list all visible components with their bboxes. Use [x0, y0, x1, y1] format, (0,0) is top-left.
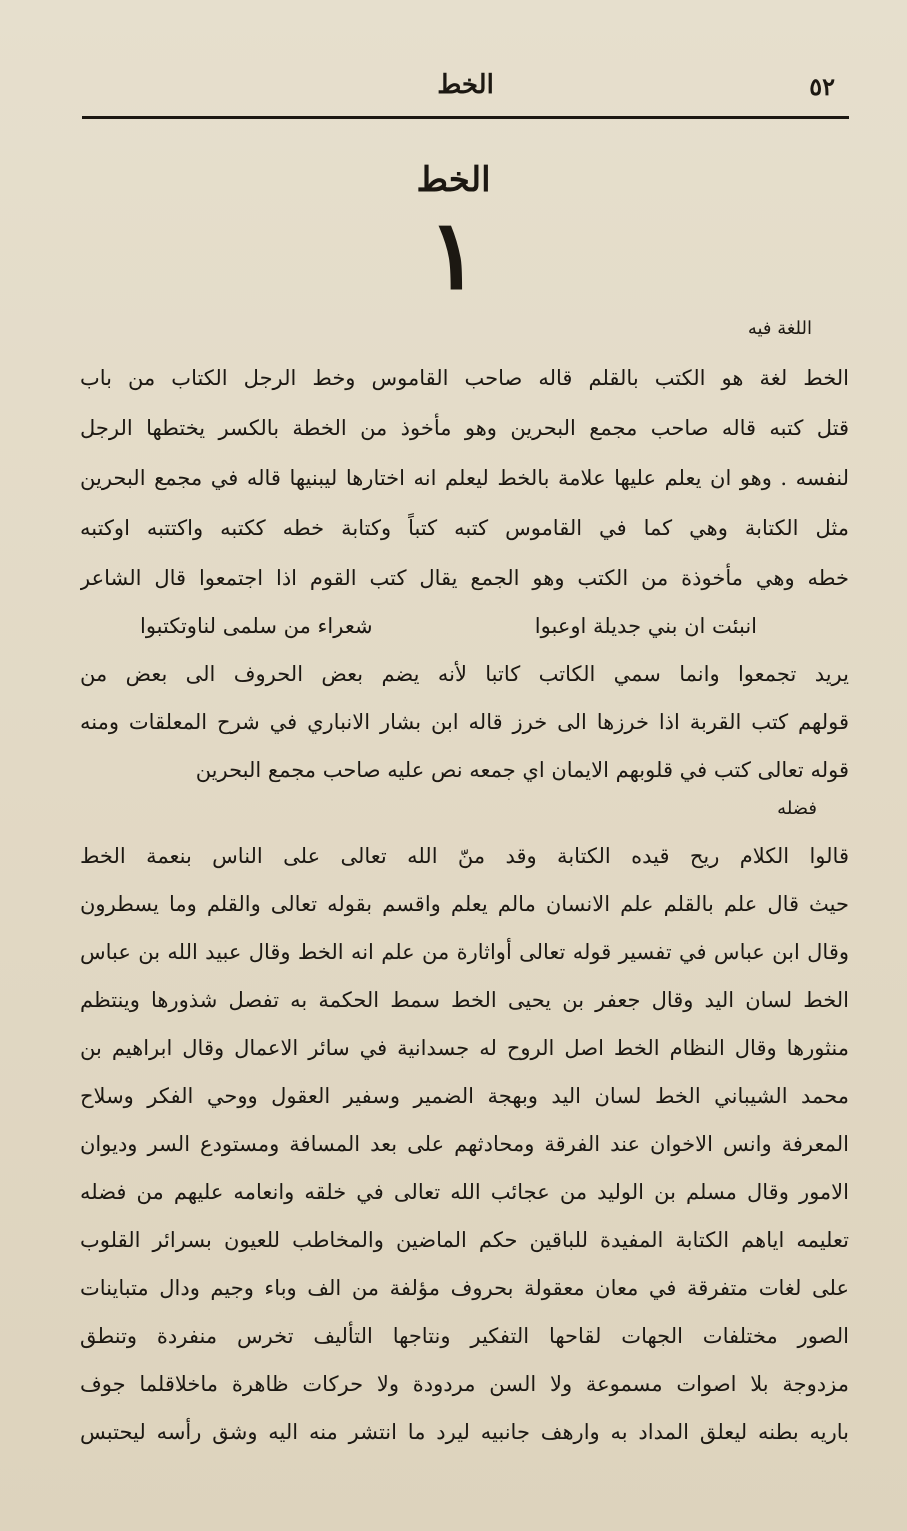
text-line: مثل الكتابة وهي كما في القاموس كتبه كتباً وكتابة خطه ككتبه واكتتبه اوكتبه [80, 516, 849, 540]
text-line: حيث قال علم بالقلم علم الانسان مالم يعلم واقسم بقوله تعالى والقلم وما يسطرون [80, 892, 849, 916]
text-line: يريد تجمعوا وانما سمي الكاتب كاتبا لأنه يضم بعض الحروف الى بعض من [80, 662, 849, 686]
header-rule [82, 116, 849, 119]
text-line: الصور مختلفات الجهات لقاحها التفكير ونتاجها التأليف تخرس منفردة وتنطق [80, 1324, 849, 1348]
page-number: ٥٢ [809, 72, 835, 101]
text-line: باريه بطنه ليعلق المداد به وارهف جانبيه ليرد ما انتشر منه اليه وشق رأسه ليحتبس [80, 1420, 849, 1444]
page-header [82, 64, 849, 114]
text-line: الخط لسان اليد وقال جعفر بن يحيى الخط سمط الحكمة به تفصل شذورها وينتظم [80, 988, 849, 1012]
text-line: المعرفة وانس الاخوان عند الفرقة ومحادثهم على بعد المسافة ومستودع السر وديوان [80, 1132, 849, 1156]
running-title: الخط [437, 70, 494, 100]
text-line: قوله تعالى كتب في قلوبهم الايمان اي جمعه نص عليه صاحب مجمع البحرين [195, 758, 849, 782]
text-line: الخط لغة هو الكتب بالقلم قاله صاحب القاموس وخط الرجل الكتاب من باب [80, 366, 849, 390]
section-heading-merit: فضله [777, 798, 817, 819]
verse-first-hemistich: انبئت ان بني جديلة اوعبوا [534, 614, 757, 638]
text-line: وقال ابن عباس في تفسير قوله تعالى أواثارة من علم انه الخط وقال عبيد الله بن عباس [80, 940, 849, 964]
text-line: تعليمه اياهم الكتابة المفيدة للباقين حكم الماضين والمخاطب للعيون بسرائر القلوب [80, 1228, 849, 1252]
section-heading-language: اللغة فيه [747, 318, 812, 339]
text-line: محمد الشيباني الخط لسان اليد وبهجة الضمير وسفير العقول ووحي الفكر وسلاح [80, 1084, 849, 1108]
text-line: على لغات متفرقة في معان معقولة بحروف مؤلفة من الف وباء وجيم ودال متباينات [80, 1276, 849, 1300]
text-line: خطه وهي مأخوذة من الكتب وهو الجمع يقال كتب القوم اذا اجتمعوا قال الشاعر [80, 566, 849, 590]
text-line: الامور وقال مسلم بن الوليد من عجائب الله تعالى في خلقه وانعامه عليهم من فضله [80, 1180, 849, 1204]
chapter-number: ١ [427, 198, 480, 311]
verse-second-hemistich: شعراء من سلمى لناوتكتبوا [140, 614, 373, 638]
chapter-title: الخط [416, 160, 491, 200]
text-line: قتل كتبه قاله صاحب مجمع البحرين وهو مأخوذ من الخطة بالكسر يختطها الرجل [80, 416, 849, 440]
text-line: منثورها وقال النظام الخط اصل الروح له جسدانية في سائر الاعمال وقال ابراهيم بن [80, 1036, 849, 1060]
text-line: قالوا الكلام ريح قيده الكتابة وقد منّ الله تعالى على الناس بنعمة الخط [80, 844, 849, 868]
text-line: قولهم كتب القربة اذا خرزها الى خرز قاله ابن بشار الانباري في شرح المعلقات ومنه [80, 710, 849, 734]
text-line: مزدوجة بلا اصوات مسموعة ولا السن مردودة ولا حركات ظاهرة ماخلاقلما جوف [80, 1372, 849, 1396]
poetry-verse [140, 606, 757, 646]
text-line: لنفسه . وهو ان يعلم عليها علامة بالخط ليعلم انه اختارها ليبنيها قاله في مجمع البحرين [80, 466, 849, 490]
